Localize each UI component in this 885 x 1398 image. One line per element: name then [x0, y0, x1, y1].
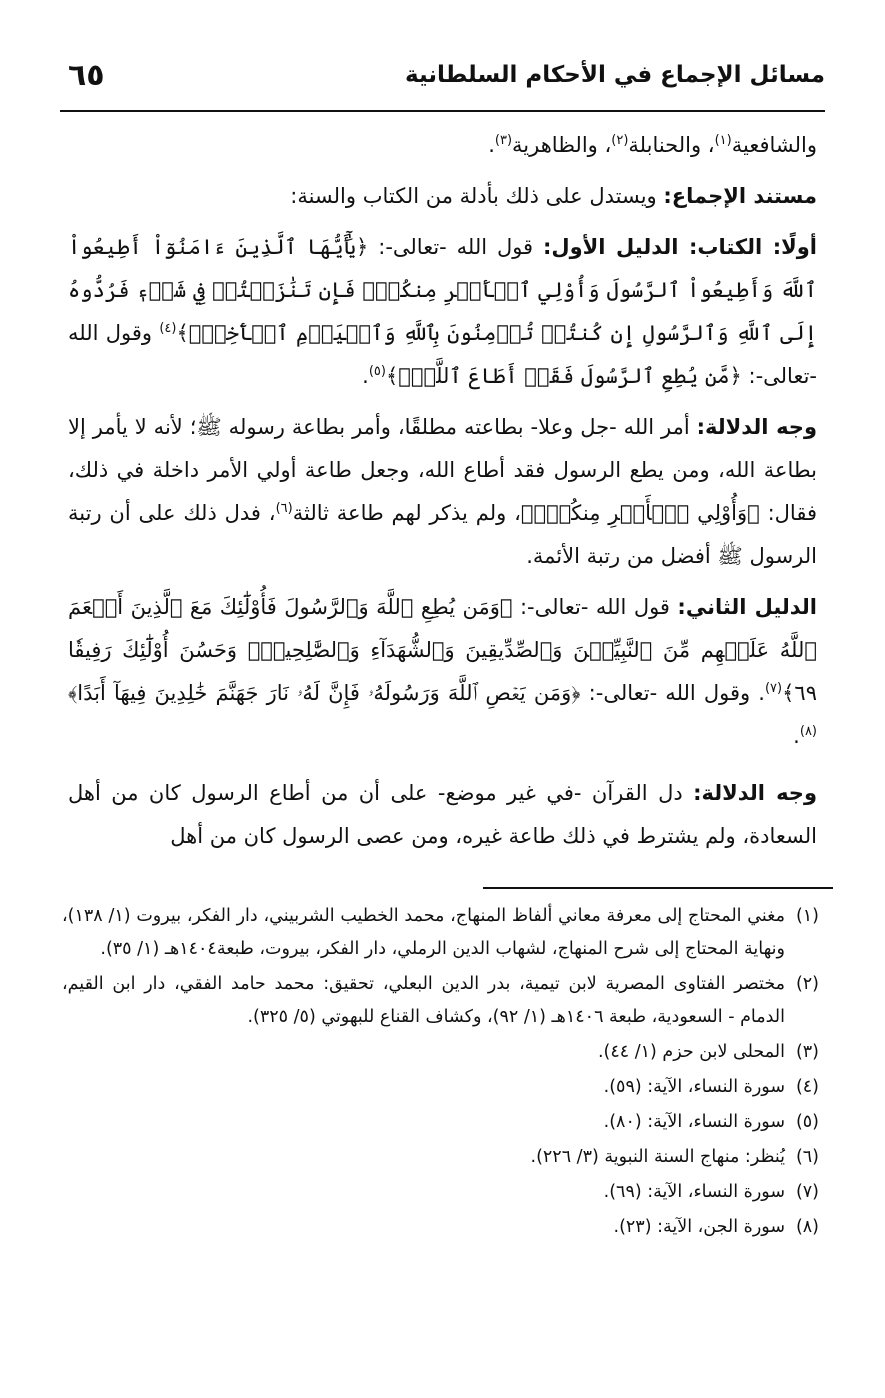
- section-heading: وجه الدلالة:: [696, 415, 817, 439]
- section-heading: مستند الإجماع:: [663, 184, 817, 208]
- quran-verse: ﴿مَّن يُطِعِ ٱلرَّسُولَ فَقَدۡ أَطَاعَ ٱللَّهَۖ﴾: [385, 364, 742, 388]
- footnote-number: (٦): [795, 1147, 819, 1167]
- text-run: ويستدل على ذلك بأدلة من الكتاب والسنة:: [290, 184, 664, 208]
- text-run: دل القرآن -في غير موضع- على أن من أطاع الرسول كان من أهل السعادة، ولم يشترط في ذلك طاعة غيره، ومن عصى الرسول كان من أهل: [68, 781, 817, 848]
- footnote-ref[interactable]: (٣): [494, 133, 513, 148]
- quran-verse: ﴿وَمَن يُطِعِ ٱللَّهَ وَٱلرَّسُولَ فَأُوْلَٰٓئِكَ مَعَ ٱلَّذِينَ أَنۡعَمَ ٱللَّهُ عَلَيۡهِم مِّنَ ٱلنَّبِيِّـۧنَ وَٱلصِّدِّيقِينَ وَٱلشُّهَدَآءِ وَٱلصَّٰلِحِينَۚ وَحَسُنَ أُوْلَٰٓئِكَ رَفِيقٗا ٦٩﴾: [68, 595, 817, 705]
- footnote-ref[interactable]: (١): [714, 133, 732, 148]
- text-run: والشافعية: [731, 133, 817, 157]
- footnote-text: يُنظر: منهاج السنة النبوية (٣/ ٢٢٦).: [530, 1147, 785, 1167]
- header-rule: [60, 110, 825, 112]
- text-run: أمر الله -جل وعلا- بطاعته مطلقًا، وأمر بطاعة رسوله ﷺ؛ لأنه لا يأمر إلا بطاعة الله، ومن يطع الرسول فقد أطاع الله، وجعل طاعة أولي الأمر داخلة في ذلك، فقال:: [68, 415, 817, 525]
- paragraph-first-evidence: [68, 226, 817, 398]
- footnote-ref[interactable]: (٦): [275, 501, 293, 516]
- section-heading: أولًا: الكتاب: الدليل الأول:: [542, 235, 818, 259]
- paragraph-indication-2: [68, 772, 817, 858]
- footnote-number: (١): [795, 906, 819, 926]
- text-run: قول الله -تعالى-:: [512, 595, 678, 619]
- footnote-text: مغني المحتاج إلى معرفة معاني ألفاظ المنهاج، محمد الخطيب الشربيني، دار الفكر، بيروت (١/ ١٣٨)، ونهاية المحتاج إلى شرح المنهاج، لشهاب الدين الرملي، دار الفكر، بيروت، طبعة١٤٠٤هـ (١/ ٣٥).: [62, 906, 785, 959]
- footnote-item: [62, 1141, 819, 1174]
- paragraph-basis: [68, 175, 817, 218]
- text-run: .: [793, 724, 800, 748]
- text-run: ، ولم يذكر لهم طاعة ثالثة: [292, 501, 521, 525]
- footnote-item: [62, 900, 819, 966]
- page-header: [60, 58, 825, 102]
- paragraph-indication-1: [68, 406, 817, 578]
- text-run: ، والظاهرية: [512, 133, 612, 157]
- quran-verse: ﴿وَأُوْلِي ٱلۡأَمۡرِ مِنكُمۡۖ﴾: [520, 501, 760, 525]
- footnote-text: سورة النساء، الآية: (٨٠).: [603, 1112, 785, 1132]
- paragraph-schools: [68, 124, 817, 167]
- quran-verse: ﴿يَٰٓأَيُّهَا ٱلَّذِينَ ءَامَنُوٓاْ أَطِيعُواْ ٱللَّهَ وَأَطِيعُواْ ٱلرَّسُولَ وَأُوْلِي ٱلۡأَمۡرِ مِنكُمۡۖ فَإِن تَنَٰزَعۡتُمۡ فِي شَيۡءٖ فَرُدُّوهُ إِلَى ٱللَّهِ وَٱلرَّسُولِ إِن كُنتُمۡ تُؤۡمِنُونَ بِٱللَّهِ وَٱلۡيَوۡمِ ٱلۡأٓخِرِۚ﴾: [68, 235, 817, 345]
- footnote-ref[interactable]: (٢): [611, 133, 629, 148]
- running-title: مسائل الإجماع في الأحكام السلطانية: [405, 62, 825, 88]
- footnote-ref[interactable]: (٤): [159, 321, 177, 336]
- footnote-text: سورة النساء، الآية: (٥٩).: [603, 1077, 785, 1097]
- section-heading: وجه الدلالة:: [693, 781, 817, 805]
- footnote-number: (٥): [795, 1112, 819, 1132]
- footnote-number: (٢): [795, 974, 819, 994]
- text-run: ، فدل ذلك على أن رتبة الرسول ﷺ أفضل من رتبة الأئمة.: [68, 501, 817, 568]
- footnote-text: سورة الجن، الآية: (٢٣).: [613, 1217, 785, 1237]
- footnotes: [62, 900, 819, 1246]
- footnote-number: (٨): [795, 1217, 819, 1237]
- footnote-item: [62, 1071, 819, 1104]
- footnote-ref[interactable]: (٧): [764, 681, 783, 696]
- text-run: .: [488, 133, 495, 157]
- text-run: قول الله -تعالى-:: [368, 235, 543, 259]
- footnote-item: [62, 1176, 819, 1209]
- footnote-text: المحلى لابن حزم (١/ ٤٤).: [597, 1042, 785, 1062]
- main-text: [68, 124, 817, 866]
- footnote-number: (٧): [795, 1182, 819, 1202]
- footnote-ref[interactable]: (٨): [799, 724, 817, 739]
- text-run: وقول الله -تعالى-:: [68, 321, 817, 388]
- footnote-number: (٤): [795, 1077, 819, 1097]
- paragraph-second-evidence: [68, 586, 817, 758]
- footnote-item: [62, 968, 819, 1034]
- footnote-item: [62, 1106, 819, 1139]
- quran-verse: ﴿وَمَن يَعۡصِ ٱللَّهَ وَرَسُولَهُۥ فَإِنَّ لَهُۥ نَارَ جَهَنَّمَ خَٰلِدِينَ فِيهَآ أَبَدًا﴾: [68, 681, 581, 705]
- footnote-text: سورة النساء، الآية: (٦٩).: [603, 1182, 785, 1202]
- footnote-item: [62, 1211, 819, 1244]
- footnote-number: (٣): [795, 1042, 819, 1062]
- section-heading: الدليل الثاني:: [677, 595, 817, 619]
- footnote-separator: [483, 887, 833, 889]
- footnote-text: مختصر الفتاوى المصرية لابن تيمية، بدر الدين البعلي، تحقيق: محمد حامد الفقي، دار ابن القيم، الدمام - السعودية، طبعة ١٤٠٦هـ (١/ ٩٢)، وكشاف القناع للبهوتي (٥/ ٣٢٥).: [62, 974, 785, 1027]
- page-number: ٦٥: [68, 58, 105, 93]
- text-run: .: [362, 364, 369, 388]
- footnote-item: [62, 1036, 819, 1069]
- footnote-ref[interactable]: (٥): [368, 364, 386, 379]
- text-run: ، والحنابلة: [628, 133, 715, 157]
- text-run: . وقول الله -تعالى-:: [580, 681, 765, 705]
